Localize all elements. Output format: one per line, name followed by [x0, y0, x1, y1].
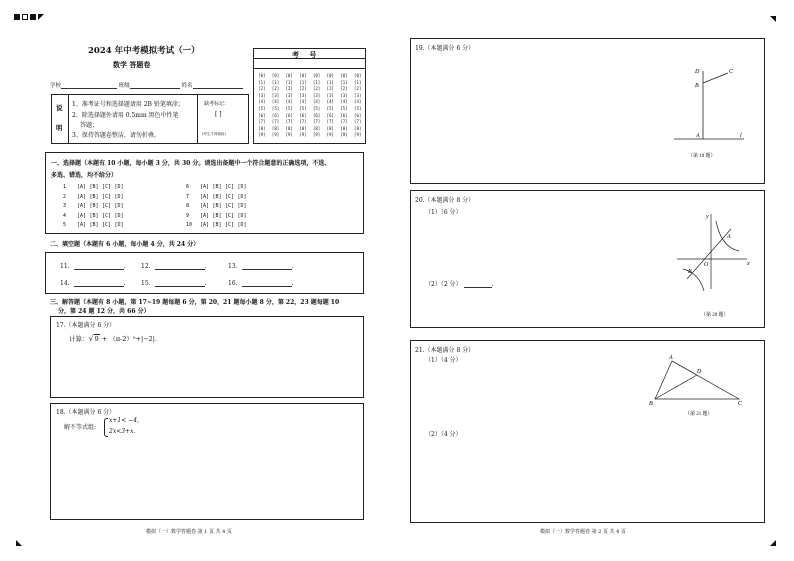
mc-question-number: 1	[63, 184, 67, 190]
empty-square-icon	[22, 14, 28, 20]
footer-left: 模拟（一）数学答题卷 第 1 页 共 4 页	[146, 529, 232, 535]
exam-digit-bubble[interactable]: [3]	[271, 92, 280, 98]
exam-digit-bubble[interactable]: [9]	[285, 132, 293, 138]
mc-question-row	[186, 221, 250, 231]
mc-question-row	[63, 202, 127, 212]
exam-digit-bubble[interactable]: [4]	[354, 99, 362, 105]
mc-option-bubble[interactable]: [D]	[114, 212, 124, 219]
mc-question-row	[186, 202, 250, 212]
exam-digit-bubble[interactable]: [2]	[271, 86, 280, 92]
exam-digit-bubble[interactable]: [9]	[340, 132, 348, 138]
mc-option-bubble[interactable]: [D]	[237, 193, 247, 200]
exam-digit-bubble[interactable]: [9]	[354, 132, 362, 138]
mc-option-bubble[interactable]: [D]	[114, 222, 124, 229]
exam-digit-bubble[interactable]: [2]	[285, 86, 293, 92]
exam-digit-bubble[interactable]: [9]	[258, 132, 266, 138]
exam-digit-bubble[interactable]: [5]	[312, 105, 321, 111]
point-a: A	[696, 133, 700, 139]
exam-digit-bubble[interactable]: [9]	[326, 132, 334, 138]
mc-option-bubble[interactable]: [B]	[212, 203, 222, 210]
absent-note: (考生不得填涂)	[202, 132, 226, 136]
mc-question-row	[186, 193, 250, 203]
mc-option-bubble[interactable]: [C]	[102, 212, 112, 219]
filled-square-icon	[14, 14, 20, 20]
q20-answer-blank[interactable]	[464, 282, 492, 288]
hyperbola-branch-2	[683, 269, 704, 291]
point-c: C	[729, 69, 734, 75]
instructions-side-label-2: 明	[56, 124, 63, 132]
q18-prompt: 解不等式组:	[64, 424, 97, 431]
exam-digit-bubble[interactable]: [6]	[354, 112, 362, 118]
exam-digit-bubble[interactable]: [2]	[258, 86, 266, 92]
mc-option-bubble[interactable]: [A]	[77, 184, 87, 190]
exam-digit-bubble[interactable]: [5]	[326, 105, 334, 111]
exam-digit-bubble[interactable]: [1]	[299, 79, 307, 85]
answer-box-19[interactable]	[410, 38, 765, 184]
exam-digit-bubble[interactable]: [6]	[258, 112, 266, 118]
mc-right-column	[186, 183, 250, 231]
school-field[interactable]	[61, 83, 117, 89]
mc-question-number: 10	[186, 222, 193, 229]
mc-option-bubble[interactable]: [D]	[237, 184, 247, 190]
mc-option-bubble[interactable]: [B]	[212, 184, 222, 190]
mc-option-bubble[interactable]: [B]	[89, 203, 99, 210]
exam-digit-bubble[interactable]: [6]	[285, 112, 293, 118]
exam-digit-bubble[interactable]: [4]	[299, 99, 307, 105]
exam-number-column	[255, 73, 269, 139]
q19-caption: （第 19 题）	[688, 154, 716, 159]
exam-number-column	[282, 73, 296, 139]
q20-part1: （1）（6 分）	[425, 209, 462, 216]
q21-caption: （第 21 题）	[685, 412, 713, 417]
mc-option-bubble[interactable]: [B]	[89, 193, 99, 200]
exam-digit-bubble[interactable]: [6]	[271, 112, 280, 118]
exam-digit-bubble[interactable]: [6]	[299, 112, 307, 118]
mc-question-row	[186, 183, 250, 193]
exam-number-column	[337, 73, 351, 139]
section1-title: 一、选择题（本题有 10 小题，每小题 3 分，共 30 分。请选出备题中一个符合题意的正确选项，不选、	[51, 160, 331, 167]
name-field[interactable]	[193, 83, 243, 89]
exam-digit-bubble[interactable]: [7]	[312, 119, 321, 125]
mc-question-row	[186, 212, 250, 222]
section3-title-cont: 分，第 24 题 12 分，共 66 分）	[58, 308, 150, 315]
q18-label: 18.（本题满分 6 分）	[56, 409, 116, 416]
mc-option-bubble[interactable]: [A]	[200, 222, 210, 229]
axis-x-label: x	[747, 261, 750, 267]
q18-brace	[104, 418, 108, 437]
section2-title: 二、填空题（本题有 6 小题，每小题 4 分，共 24 分）	[50, 241, 200, 248]
corner-mark-icon	[38, 14, 44, 20]
mc-question-number: 9	[186, 212, 190, 219]
name-label: 姓名	[181, 83, 193, 89]
exam-digit-bubble[interactable]: [8]	[299, 125, 307, 131]
exam-number-column	[269, 73, 283, 139]
point-d: D	[695, 69, 700, 75]
segment-bc	[703, 73, 728, 83]
exam-digit-bubble[interactable]: [1]	[312, 79, 321, 85]
answer-box-21[interactable]	[410, 340, 765, 523]
q20-part2: （2）（2 分） .	[425, 281, 494, 288]
exam-digit-bubble[interactable]: [5]	[285, 105, 293, 111]
exam-digit-bubble[interactable]: [3]	[354, 92, 362, 98]
class-field[interactable]	[130, 83, 180, 89]
mc-option-bubble[interactable]: [D]	[237, 222, 247, 229]
mc-option-bubble[interactable]: [D]	[114, 184, 124, 190]
mc-question-row	[63, 221, 127, 231]
line-l-label: l	[740, 133, 742, 139]
origin-label: O	[704, 262, 709, 268]
exam-digit-bubble[interactable]: [4]	[312, 99, 321, 105]
q21-figure	[649, 351, 749, 421]
mc-question-row	[63, 212, 127, 222]
page-subtitle: 数学 答题卷	[113, 60, 151, 69]
mc-option-bubble[interactable]: [C]	[102, 184, 112, 190]
mc-left-column	[63, 183, 127, 231]
mc-option-bubble[interactable]: [B]	[212, 193, 222, 200]
exam-digit-bubble[interactable]: [2]	[312, 86, 321, 92]
mc-option-bubble[interactable]: [C]	[225, 222, 235, 229]
exam-digit-bubble[interactable]: [1]	[326, 79, 334, 85]
mc-option-bubble[interactable]: [B]	[89, 212, 99, 219]
mc-option-bubble[interactable]: [C]	[102, 193, 112, 200]
section1-title-cont: 多选、错选，均不给分）	[51, 172, 118, 179]
instruction-3: 3、保持答题卷整洁，请勿折叠。	[72, 132, 160, 139]
exam-digit-bubble[interactable]: [0]	[326, 73, 334, 78]
exam-digit-bubble[interactable]: [7]	[271, 119, 280, 125]
exam-digit-bubble[interactable]: [5]	[340, 105, 348, 111]
blank-16[interactable]: 16. .	[228, 280, 294, 287]
exam-digit-bubble[interactable]: [8]	[258, 125, 266, 131]
exam-digit-bubble[interactable]: [3]	[285, 92, 293, 98]
blank-12[interactable]: 12. .	[141, 263, 207, 270]
exam-digit-bubble[interactable]: [0]	[312, 73, 321, 78]
page-title: 2024 年中考模拟考试（一）	[88, 46, 200, 56]
q17-label: 17.（本题满分 6 分）	[56, 322, 116, 329]
exam-digit-bubble[interactable]: [1]	[258, 79, 266, 85]
exam-digit-bubble[interactable]: [2]	[326, 86, 334, 92]
mc-question-number: 5	[63, 222, 67, 229]
exam-number-column	[310, 73, 324, 139]
exam-digit-bubble[interactable]: [1]	[354, 79, 362, 85]
exam-digit-bubble[interactable]: [1]	[271, 79, 280, 85]
exam-digit-bubble[interactable]: [5]	[271, 105, 280, 111]
absent-checkbox[interactable]: [ ]	[215, 111, 222, 118]
mc-option-bubble[interactable]: [C]	[102, 222, 112, 229]
mc-option-bubble[interactable]: [D]	[114, 203, 124, 210]
exam-digit-bubble[interactable]: [2]	[354, 86, 362, 92]
point-c: C	[738, 401, 743, 407]
mc-option-bubble[interactable]: [C]	[102, 203, 112, 210]
exam-digit-bubble[interactable]: [3]	[312, 92, 321, 98]
exam-digit-bubble[interactable]: [7]	[299, 119, 307, 125]
mc-question-number: 4	[63, 212, 67, 219]
mc-option-bubble[interactable]: [C]	[225, 203, 235, 210]
filled-square-icon	[30, 14, 36, 20]
mc-question-row	[63, 193, 127, 203]
exam-digit-bubble[interactable]: [0]	[285, 73, 293, 78]
mc-option-bubble[interactable]: [B]	[212, 222, 222, 229]
exam-digit-bubble[interactable]: [3]	[299, 92, 307, 98]
exam-digit-bubble[interactable]: [7]	[326, 119, 334, 125]
instructions-box	[51, 94, 249, 144]
corner-mark-icon	[16, 540, 22, 546]
point-b: B	[649, 401, 653, 407]
footer-right: 模拟（一）数学答题卷 第 2 页 共 4 页	[540, 529, 626, 535]
answer-box-17[interactable]	[50, 316, 364, 398]
exam-digit-bubble[interactable]: [4]	[258, 99, 266, 105]
exam-digit-bubble[interactable]: [2]	[340, 86, 348, 92]
q21-part1: （1）（4 分）	[425, 357, 462, 364]
exam-number-columns	[255, 73, 365, 139]
exam-digit-bubble[interactable]: [3]	[326, 92, 334, 98]
instruction-2: 2、除选择题外请用 0.5mm 黑色中性笔	[72, 112, 179, 119]
student-info	[50, 81, 243, 89]
exam-digit-bubble[interactable]: [7]	[285, 119, 293, 125]
q17-expression: 计算：√9 + （π-2）⁰+|−2|.	[69, 334, 158, 343]
exam-digit-bubble[interactable]: [4]	[285, 99, 293, 105]
exam-digit-bubble[interactable]: [5]	[299, 105, 307, 111]
corner-mark-icon	[770, 540, 776, 546]
exam-digit-bubble[interactable]: [5]	[354, 105, 362, 111]
axis-y-label: y	[706, 214, 709, 220]
exam-digit-bubble[interactable]: [6]	[326, 112, 334, 118]
point-b: B	[688, 269, 692, 275]
exam-digit-bubble[interactable]: [2]	[299, 86, 307, 92]
exam-digit-bubble[interactable]: [5]	[258, 105, 266, 111]
q19-label: 19.（本题满分 6 分）	[415, 45, 475, 52]
mc-option-bubble[interactable]: [D]	[237, 203, 247, 210]
mc-question-number: 8	[186, 203, 190, 210]
mc-option-bubble[interactable]: [A]	[77, 193, 87, 200]
absent-label: 缺考标记：	[204, 101, 230, 107]
mc-option-bubble[interactable]: [C]	[225, 212, 235, 219]
mc-option-bubble[interactable]: [A]	[200, 203, 210, 210]
mc-option-bubble[interactable]: [A]	[200, 212, 210, 219]
segment-ad	[672, 361, 697, 375]
section3-title: 三、解答题（本题有 8 小题，第 17~19 题每题 6 分，第 20，21 题每小题 8 分，第 22，23 题每题 10	[50, 299, 340, 306]
exam-digit-bubble[interactable]: [0]	[299, 73, 307, 78]
mc-option-bubble[interactable]: [A]	[77, 222, 87, 229]
mc-question-number: 7	[186, 193, 190, 200]
section-fill-blank	[45, 252, 364, 294]
triangle-abc	[655, 361, 739, 399]
mc-option-bubble[interactable]: [C]	[225, 184, 235, 190]
q20-label: 20.（本题满分 8 分）	[415, 197, 475, 204]
blank-14[interactable]: 14. .	[60, 280, 126, 287]
exam-digit-bubble[interactable]: [0]	[340, 73, 348, 78]
mc-option-bubble[interactable]: [C]	[225, 193, 235, 200]
q20-caption: （第 20 题）	[701, 313, 729, 318]
answer-box-18[interactable]	[50, 403, 364, 520]
exam-digit-bubble[interactable]: [8]	[285, 125, 293, 131]
mc-option-bubble[interactable]: [B]	[89, 184, 99, 190]
exam-digit-bubble[interactable]: [1]	[285, 79, 293, 85]
exam-digit-bubble[interactable]: [9]	[299, 132, 307, 138]
exam-digit-bubble[interactable]: [8]	[326, 125, 334, 131]
mc-option-bubble[interactable]: [A]	[77, 203, 87, 210]
q18-ineq-2: 2x<3+x.	[109, 428, 136, 435]
exam-digit-bubble[interactable]: [8]	[354, 125, 362, 131]
exam-digit-bubble[interactable]: [0]	[354, 73, 362, 78]
exam-digit-bubble[interactable]: [4]	[271, 99, 280, 105]
exam-digit-bubble[interactable]: [8]	[340, 125, 348, 131]
exam-digit-bubble[interactable]: [1]	[340, 79, 348, 85]
q18-ineq-1: x+1< −4,	[109, 417, 139, 424]
line-ab	[687, 229, 731, 279]
mc-option-bubble[interactable]: [A]	[200, 184, 210, 190]
segment-bd	[655, 375, 697, 399]
mc-option-bubble[interactable]: [D]	[237, 212, 247, 219]
exam-digit-bubble[interactable]: [6]	[312, 112, 321, 118]
q21-label: 21.（本题满分 8 分）	[415, 347, 475, 354]
exam-digit-bubble[interactable]: [8]	[271, 125, 280, 131]
blank-15[interactable]: 15. .	[141, 280, 207, 287]
instruction-1: 1、准考证号和选择题请用 2B 铅笔填涂；	[72, 101, 184, 108]
exam-digit-bubble[interactable]: [3]	[258, 92, 266, 98]
exam-digit-bubble[interactable]: [3]	[340, 92, 348, 98]
mc-option-bubble[interactable]: [B]	[212, 212, 222, 219]
q19-figure	[666, 59, 756, 169]
mc-question-number: 2	[63, 193, 67, 200]
mc-question-number: 6	[186, 184, 190, 190]
exam-digit-bubble[interactable]: [9]	[271, 132, 280, 138]
blank-13[interactable]: 13. .	[228, 263, 294, 270]
mc-option-bubble[interactable]: [A]	[77, 212, 87, 219]
mc-question-row	[63, 183, 127, 193]
exam-digit-bubble[interactable]: [4]	[326, 99, 334, 105]
exam-number-column	[351, 73, 365, 139]
exam-digit-bubble[interactable]: [7]	[258, 119, 266, 125]
exam-digit-bubble[interactable]: [0]	[258, 73, 266, 78]
point-b: B	[695, 83, 699, 89]
exam-number-column	[323, 73, 337, 139]
instructions-side-label-1: 说	[56, 104, 63, 112]
exam-digit-bubble[interactable]: [7]	[340, 119, 348, 125]
exam-number-label: 考 号	[292, 50, 321, 59]
mc-option-bubble[interactable]: [A]	[200, 193, 210, 200]
point-d: D	[697, 369, 702, 375]
point-a: A	[727, 234, 731, 240]
corner-mark-icon	[770, 16, 776, 22]
exam-digit-bubble[interactable]: [4]	[340, 99, 348, 105]
point-a: A	[669, 355, 673, 361]
answer-box-20[interactable]	[410, 190, 765, 328]
exam-digit-bubble[interactable]: [7]	[354, 119, 362, 125]
top-left-marks	[14, 14, 44, 20]
exam-digit-bubble[interactable]: [8]	[312, 125, 321, 131]
blank-11[interactable]: 11. .	[60, 263, 126, 270]
q20-figure	[671, 209, 761, 324]
exam-digit-bubble[interactable]: [0]	[271, 73, 280, 78]
mc-question-number: 3	[63, 203, 67, 210]
exam-number-column	[296, 73, 310, 139]
class-label: 班级	[118, 83, 130, 89]
exam-digit-bubble[interactable]: [6]	[340, 112, 348, 118]
instruction-2b: 答题；	[80, 122, 99, 129]
exam-digit-bubble[interactable]: [9]	[312, 132, 321, 138]
q21-part2: （2）（4 分）	[425, 431, 462, 438]
mc-option-bubble[interactable]: [B]	[89, 222, 99, 229]
section-multiple-choice	[45, 152, 364, 234]
school-label: 学校	[50, 83, 62, 89]
mc-option-bubble[interactable]: [D]	[114, 193, 124, 200]
